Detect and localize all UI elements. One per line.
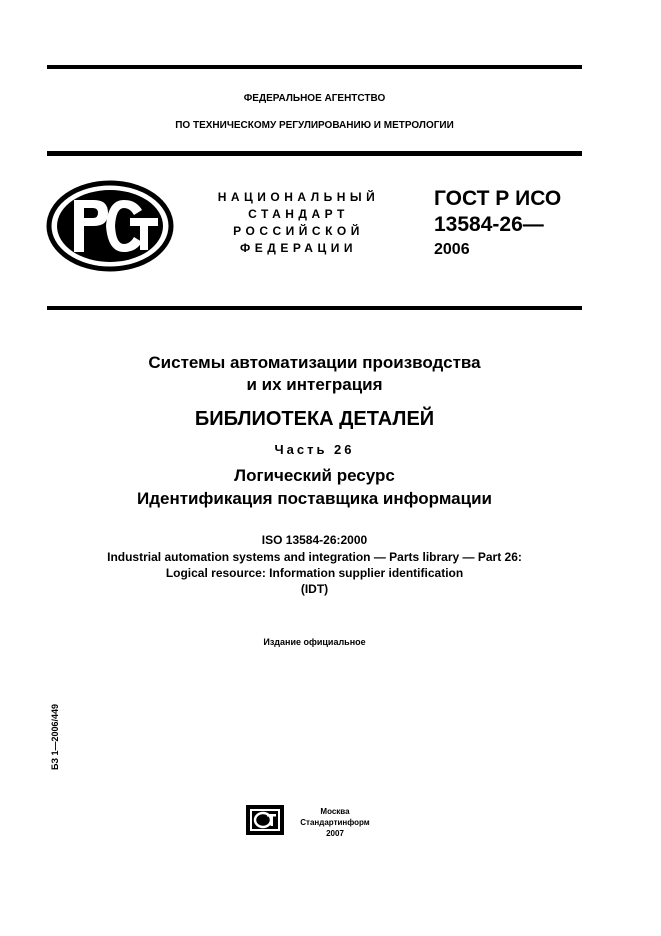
agency-line-2: ПО ТЕХНИЧЕСКОМУ РЕГУЛИРОВАНИЮ И МЕТРОЛОГИИ (175, 120, 454, 131)
title-line-1: Системы автоматизации производства (148, 353, 481, 372)
agency-line-1: ФЕДЕРАЛЬНОЕ АГЕНТСТВО (243, 93, 386, 104)
rst-gost-emblem-icon (46, 180, 174, 272)
top-rule (47, 65, 582, 69)
subtitle-line-2: Идентификация поставщика информации (136, 489, 492, 508)
national-line-4: ФЕДЕРАЦИИ (240, 241, 357, 255)
gost-designation-year: 2006 (434, 241, 470, 258)
gost-designation-line-1: ГОСТ Р ИСО (434, 187, 562, 210)
standard-rule (47, 306, 582, 310)
edition-label: Издание официальное (263, 637, 366, 647)
subtitle-line-1: Логический ресурс (234, 466, 395, 485)
title-line-2: и их интеграция (246, 375, 383, 394)
standartinform-logo-icon (246, 805, 284, 835)
title-part: Часть 26 (274, 442, 355, 457)
side-code: БЗ 1—2006/449 (50, 703, 60, 770)
publisher-year: 2007 (326, 829, 344, 838)
gost-designation-line-2: 13584-26— (434, 213, 544, 236)
publisher-city: Москва (320, 807, 350, 816)
iso-number: ISO 13584-26:2000 (261, 533, 368, 547)
title-main: БИБЛИОТЕКА ДЕТАЛЕЙ (194, 408, 435, 430)
publisher-name: Стандартинформ (300, 818, 370, 827)
national-line-1: НАЦИОНАЛЬНЫЙ (217, 190, 380, 204)
agency-rule (47, 151, 582, 156)
national-line-2: СТАНДАРТ (248, 207, 349, 221)
iso-idt: (IDT) (300, 582, 329, 596)
iso-title-line-2: Logical resource: Information supplier identification (165, 566, 464, 580)
national-line-3: РОССИЙСКОЙ (233, 224, 364, 238)
iso-title-line-1: Industrial automation systems and integration — Parts library — Part 26: (107, 550, 522, 564)
